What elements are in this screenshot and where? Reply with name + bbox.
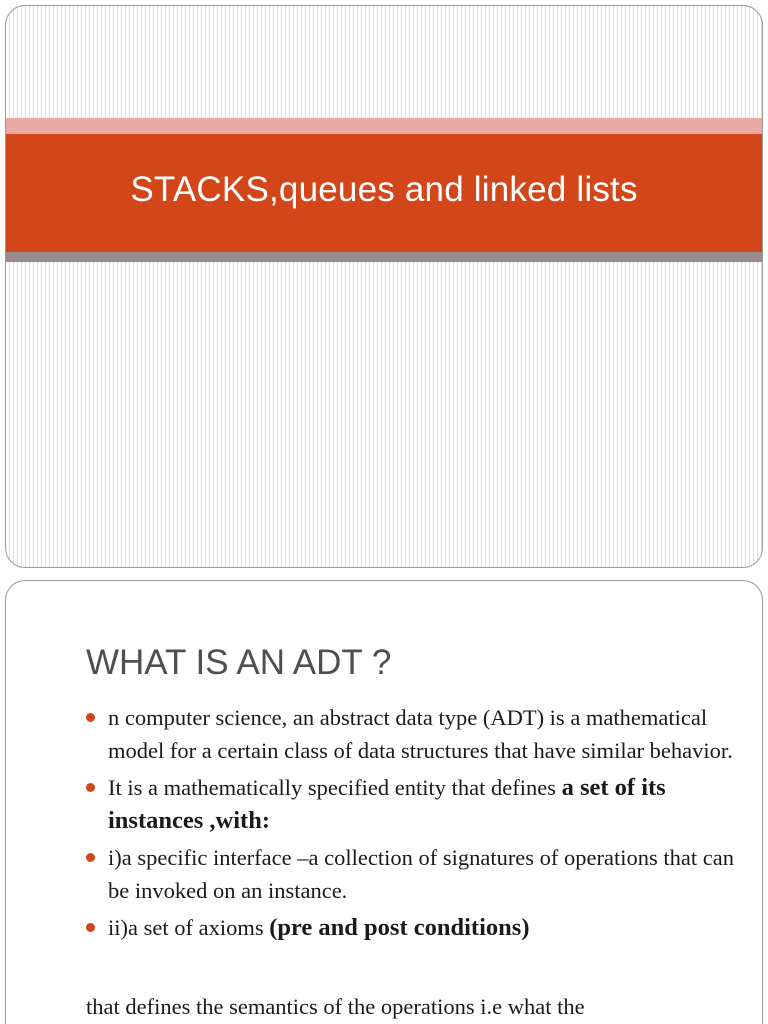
- continuation-text: that defines the semantics of the operations i.e what the: [86, 994, 585, 1019]
- bullet-bold-text: (pre and post conditions): [269, 914, 530, 941]
- slide-title: STACKS,queues and linked lists: [130, 170, 638, 209]
- bullet-item: [84, 771, 734, 837]
- bullet-dot-icon: [86, 853, 95, 862]
- title-band: [6, 134, 762, 252]
- bullet-text: It is a mathematically specified entity that defines: [108, 775, 562, 800]
- bullet-item: [84, 841, 734, 907]
- bullet-text: n computer science, an abstract data type (ADT) is a mathematical model for a certain class of data structures that have similar behavior.: [108, 705, 733, 763]
- bullet-bold-text: a set of its instances ,with:: [108, 774, 666, 834]
- bullet-text: i)a specific interface –a collection of signatures of operations that can be invoked on an instance.: [108, 845, 734, 903]
- bullet-text: ii)a set of axioms: [108, 915, 270, 940]
- title-top-band: [6, 118, 762, 134]
- bullet-item: [84, 701, 734, 767]
- title-slide: [5, 5, 763, 568]
- content-slide: [5, 580, 763, 1024]
- bullet-dot-icon: [86, 713, 95, 722]
- bullet-item: [84, 911, 734, 944]
- title-bottom-band: [6, 252, 762, 262]
- bullet-dot-icon: [86, 783, 95, 792]
- bullet-dot-icon: [86, 923, 95, 932]
- slide-heading: WHAT IS AN ADT ?: [86, 643, 392, 682]
- bullet-list: [84, 701, 734, 948]
